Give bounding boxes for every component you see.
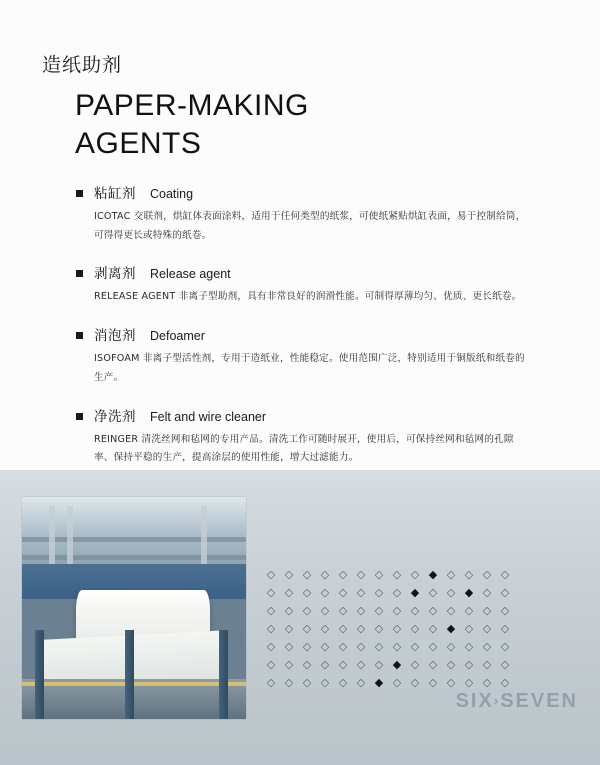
diamond-icon: ◇: [410, 675, 420, 689]
diamond-icon: ◇: [464, 675, 474, 689]
diamond-icon: ◇: [266, 621, 276, 635]
diamond-icon: ◇: [428, 585, 438, 599]
diamond-icon: ◇: [302, 567, 312, 581]
diamond-icon: ◇: [320, 675, 330, 689]
diamond-icon: ◇: [320, 585, 330, 599]
diamond-icon: ◇: [410, 657, 420, 671]
product-description: REINGER 清洗丝网和毡网的专用产品。清洗工作可随时展开，使用后，可保持丝网和毡网的孔隙率、保持平稳的生产，提高涂层的使用性能，增大过滤能力。: [94, 433, 514, 464]
diamond-icon: ◇: [320, 603, 330, 617]
diamond-icon: ◇: [446, 567, 456, 581]
machine-photo: [22, 497, 246, 719]
diamond-icon: ◇: [284, 567, 294, 581]
diamond-icon: ◇: [302, 603, 312, 617]
square-bullet-icon: [76, 270, 83, 277]
diamond-icon: ◇: [374, 567, 384, 581]
diamond-icon: ◇: [446, 603, 456, 617]
diamond-icon: ◇: [446, 675, 456, 689]
page-title-english-line2: AGENTS: [75, 126, 202, 160]
diamond-icon: ◇: [500, 603, 510, 617]
diamond-icon: ◇: [500, 657, 510, 671]
product-name-english: Coating: [150, 187, 194, 201]
diamond-icon: ◇: [284, 639, 294, 653]
diamond-icon: ◇: [482, 567, 492, 581]
dot-row: [262, 655, 562, 673]
diamond-icon: ◇: [338, 621, 348, 635]
diamond-filled-icon: ◆: [446, 621, 456, 635]
product-description: ISOFOAM 非离子型活性剂，专用于造纸业，性能稳定。使用范围广泛，特别适用于铜版纸和纸卷的生产。: [94, 353, 525, 383]
diamond-icon: ◇: [500, 639, 510, 653]
photo-ceiling: [22, 497, 246, 533]
diamond-filled-icon: ◆: [410, 585, 420, 599]
diamond-icon: ◇: [410, 603, 420, 617]
page-title-chinese: 造纸助剂: [42, 54, 123, 76]
dot-row: [262, 673, 562, 691]
diamond-icon: ◇: [446, 639, 456, 653]
diamond-icon: ◇: [356, 621, 366, 635]
diamond-icon: ◇: [392, 567, 402, 581]
square-bullet-icon: [76, 190, 83, 197]
brand-right: SEVEN: [500, 690, 578, 712]
diamond-icon: ◇: [266, 567, 276, 581]
diamond-icon: ◇: [446, 657, 456, 671]
diamond-icon: ◇: [356, 657, 366, 671]
diamond-icon: ◇: [482, 675, 492, 689]
diamond-filled-icon: ◆: [428, 567, 438, 581]
diamond-icon: ◇: [464, 567, 474, 581]
diamond-icon: ◇: [320, 621, 330, 635]
diamond-icon: ◇: [356, 675, 366, 689]
product-description: ICOTAC 交联剂，烘缸体表面涂料，适用于任何类型的纸浆，可使纸紧贴烘缸表面，易于控制给筒，可得得更长或特殊的纸卷。: [94, 211, 526, 241]
diamond-icon: ◇: [500, 567, 510, 581]
dot-row: [262, 637, 562, 655]
diamond-icon: ◇: [392, 603, 402, 617]
diamond-icon: ◇: [464, 621, 474, 635]
dot-row: [262, 565, 562, 583]
diamond-icon: ◇: [482, 585, 492, 599]
photo-column: [219, 630, 228, 719]
diamond-icon: ◇: [428, 621, 438, 635]
list-item: [76, 182, 536, 245]
diamond-icon: ◇: [428, 657, 438, 671]
list-item: [76, 405, 536, 468]
dot-row: [262, 583, 562, 601]
diamond-icon: ◇: [374, 603, 384, 617]
photo-column: [35, 630, 44, 719]
diamond-icon: ◇: [302, 657, 312, 671]
product-heading: [76, 405, 536, 425]
diamond-icon: ◇: [374, 621, 384, 635]
diamond-icon: ◇: [320, 567, 330, 581]
photo-column: [125, 630, 134, 719]
diamond-icon: ◇: [338, 657, 348, 671]
diamond-icon: ◇: [392, 621, 402, 635]
diamond-icon: ◇: [392, 585, 402, 599]
diamond-icon: ◇: [266, 657, 276, 671]
diamond-icon: ◇: [266, 585, 276, 599]
dot-row: [262, 619, 562, 637]
diamond-icon: ◇: [374, 585, 384, 599]
diamond-icon: ◇: [464, 603, 474, 617]
diamond-icon: ◇: [284, 585, 294, 599]
diamond-icon: ◇: [320, 657, 330, 671]
diamond-filled-icon: ◆: [374, 675, 384, 689]
diamond-icon: ◇: [410, 567, 420, 581]
diamond-icon: ◇: [464, 657, 474, 671]
list-item: [76, 324, 536, 387]
square-bullet-icon: [76, 413, 83, 420]
brand-logo: [456, 690, 578, 713]
diamond-icon: ◇: [428, 639, 438, 653]
diamond-filled-icon: ◆: [392, 657, 402, 671]
title-block: [42, 50, 542, 162]
dot-pattern-graphic: [262, 565, 562, 690]
diamond-icon: ◇: [392, 675, 402, 689]
photo-beam: [22, 555, 246, 560]
diamond-icon: ◇: [500, 675, 510, 689]
product-heading: [76, 324, 536, 344]
diamond-icon: ◇: [266, 603, 276, 617]
diamond-icon: ◇: [338, 567, 348, 581]
diamond-icon: ◇: [284, 621, 294, 635]
square-bullet-icon: [76, 332, 83, 339]
diamond-icon: ◇: [482, 639, 492, 653]
photo-beam: [22, 537, 246, 542]
diamond-icon: ◇: [392, 639, 402, 653]
diamond-icon: ◇: [320, 639, 330, 653]
page-title-english: [75, 87, 542, 162]
diamond-icon: ◇: [410, 621, 420, 635]
diamond-icon: ◇: [338, 585, 348, 599]
diamond-icon: ◇: [302, 675, 312, 689]
diamond-icon: ◇: [374, 657, 384, 671]
diamond-icon: ◇: [338, 675, 348, 689]
diamond-icon: ◇: [284, 657, 294, 671]
diamond-icon: ◇: [428, 603, 438, 617]
brand-separator-icon: ›: [493, 693, 501, 708]
diamond-icon: ◇: [482, 657, 492, 671]
diamond-icon: ◇: [428, 675, 438, 689]
page-title-english-line1: PAPER-MAKING: [75, 89, 309, 122]
product-name-chinese: 粘缸剂: [94, 186, 136, 202]
diamond-icon: ◇: [302, 621, 312, 635]
product-heading: [76, 262, 536, 282]
product-name-chinese: 净洗剂: [94, 408, 136, 425]
diamond-icon: ◇: [482, 603, 492, 617]
diamond-icon: ◇: [338, 603, 348, 617]
diamond-icon: ◇: [500, 585, 510, 599]
diamond-icon: ◇: [284, 675, 294, 689]
diamond-icon: ◇: [500, 621, 510, 635]
diamond-icon: ◇: [356, 639, 366, 653]
product-heading: [76, 182, 536, 202]
diamond-icon: ◇: [356, 585, 366, 599]
product-name-chinese: 消泡剂: [94, 328, 136, 345]
diamond-icon: ◇: [410, 639, 420, 653]
diamond-icon: ◇: [356, 567, 366, 581]
brand-left: SIX: [455, 690, 494, 712]
diamond-icon: ◇: [482, 621, 492, 635]
product-description: RELEASE AGENT 非离子型助剂，具有非常良好的润滑性能。可制得厚薄均匀、优质、更长纸卷。: [94, 291, 522, 303]
diamond-icon: ◇: [266, 639, 276, 653]
diamond-icon: ◇: [338, 639, 348, 653]
diamond-icon: ◇: [266, 675, 276, 689]
product-name-english: Release agent: [150, 267, 231, 282]
product-name-english: Defoamer: [150, 329, 205, 344]
diamond-icon: ◇: [302, 639, 312, 653]
diamond-icon: ◇: [374, 639, 384, 653]
diamond-icon: ◇: [356, 603, 366, 617]
diamond-filled-icon: ◆: [464, 585, 474, 599]
product-name-chinese: 剥离剂: [94, 266, 136, 283]
diamond-icon: ◇: [302, 585, 312, 599]
list-item: [76, 262, 536, 307]
diamond-icon: ◇: [446, 585, 456, 599]
dot-row: [262, 601, 562, 619]
diamond-icon: ◇: [284, 603, 294, 617]
product-list: [76, 182, 536, 485]
product-name-english: Felt and wire cleaner: [150, 409, 267, 424]
diamond-icon: ◇: [464, 639, 474, 653]
